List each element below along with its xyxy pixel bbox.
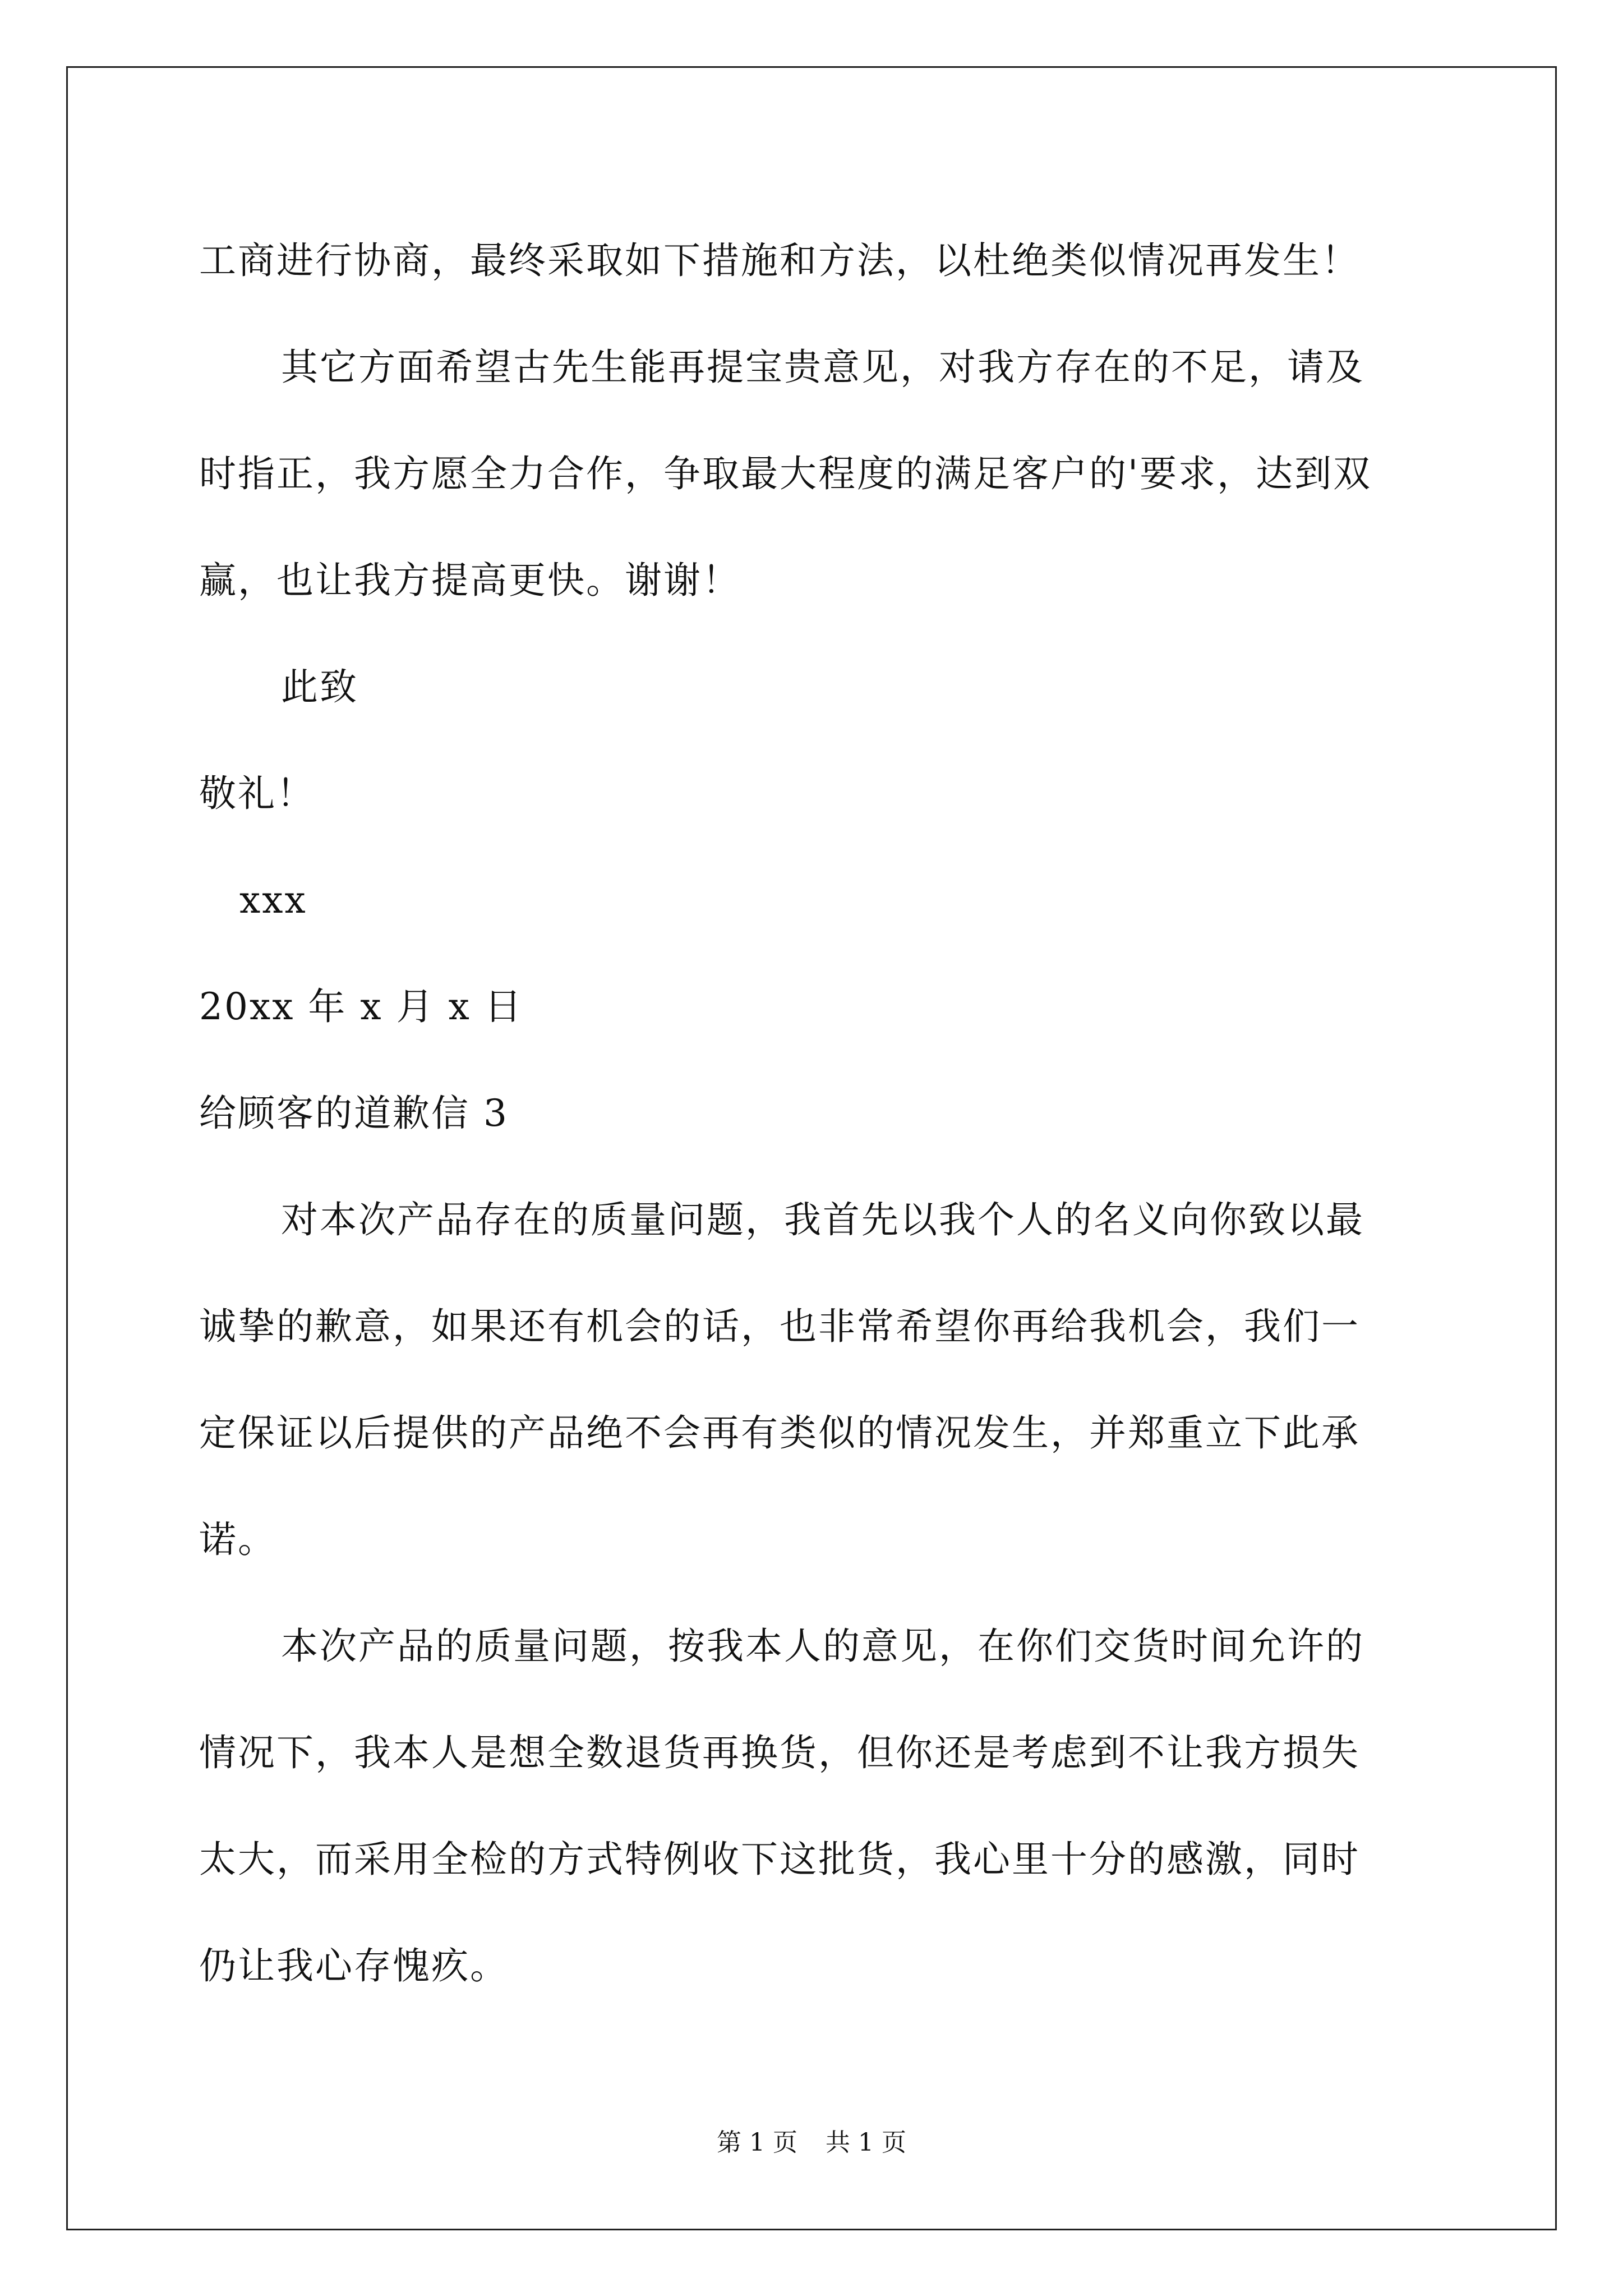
- text-line: 赢，也让我方提高更快。谢谢！: [199, 559, 741, 602]
- page-total: 共 1 页: [826, 2128, 906, 2157]
- letter-date: 20xx 年 x 月 x 日: [199, 985, 523, 1028]
- text-line: 仍让我心存愧疚。: [199, 1944, 509, 1987]
- text-line: 诺。: [199, 1518, 276, 1561]
- page-number: 第 1 页: [717, 2128, 797, 2157]
- text-line: 其它方面希望古先生能再提宝贵意见，对我方存在的不足，请及: [281, 346, 1364, 389]
- closing-salutation: 此致: [281, 665, 358, 708]
- signature-name: xxx: [239, 878, 307, 922]
- text-line: 太大，而采用全检的方式特例收下这批货，我心里十分的感激，同时: [199, 1838, 1360, 1881]
- closing-regards: 敬礼！: [199, 772, 315, 815]
- text-line: 诚挚的歉意，如果还有机会的话，也非常希望你再给我机会，我们一: [199, 1305, 1360, 1348]
- text-line: 本次产品的质量问题，按我本人的意见，在你们交货时间允许的: [281, 1625, 1364, 1668]
- page-footer: [0, 2126, 1623, 2160]
- text-line: 对本次产品存在的质量问题，我首先以我个人的名义向你致以最: [281, 1198, 1364, 1241]
- document-body: [199, 208, 1433, 2019]
- text-line: 情况下，我本人是想全数退货再换货，但你还是考虑到不让我方损失: [199, 1731, 1360, 1774]
- text-line: 时指正，我方愿全力合作，争取最大程度的满足客户的'要求，达到双: [199, 452, 1372, 495]
- section-title: 给顾客的道歉信 3: [199, 1092, 509, 1135]
- text-line: 定保证以后提供的产品绝不会再有类似的情况发生，并郑重立下此承: [199, 1411, 1360, 1455]
- text-line: 工商进行协商，最终采取如下措施和方法，以杜绝类似情况再发生！: [199, 239, 1360, 282]
